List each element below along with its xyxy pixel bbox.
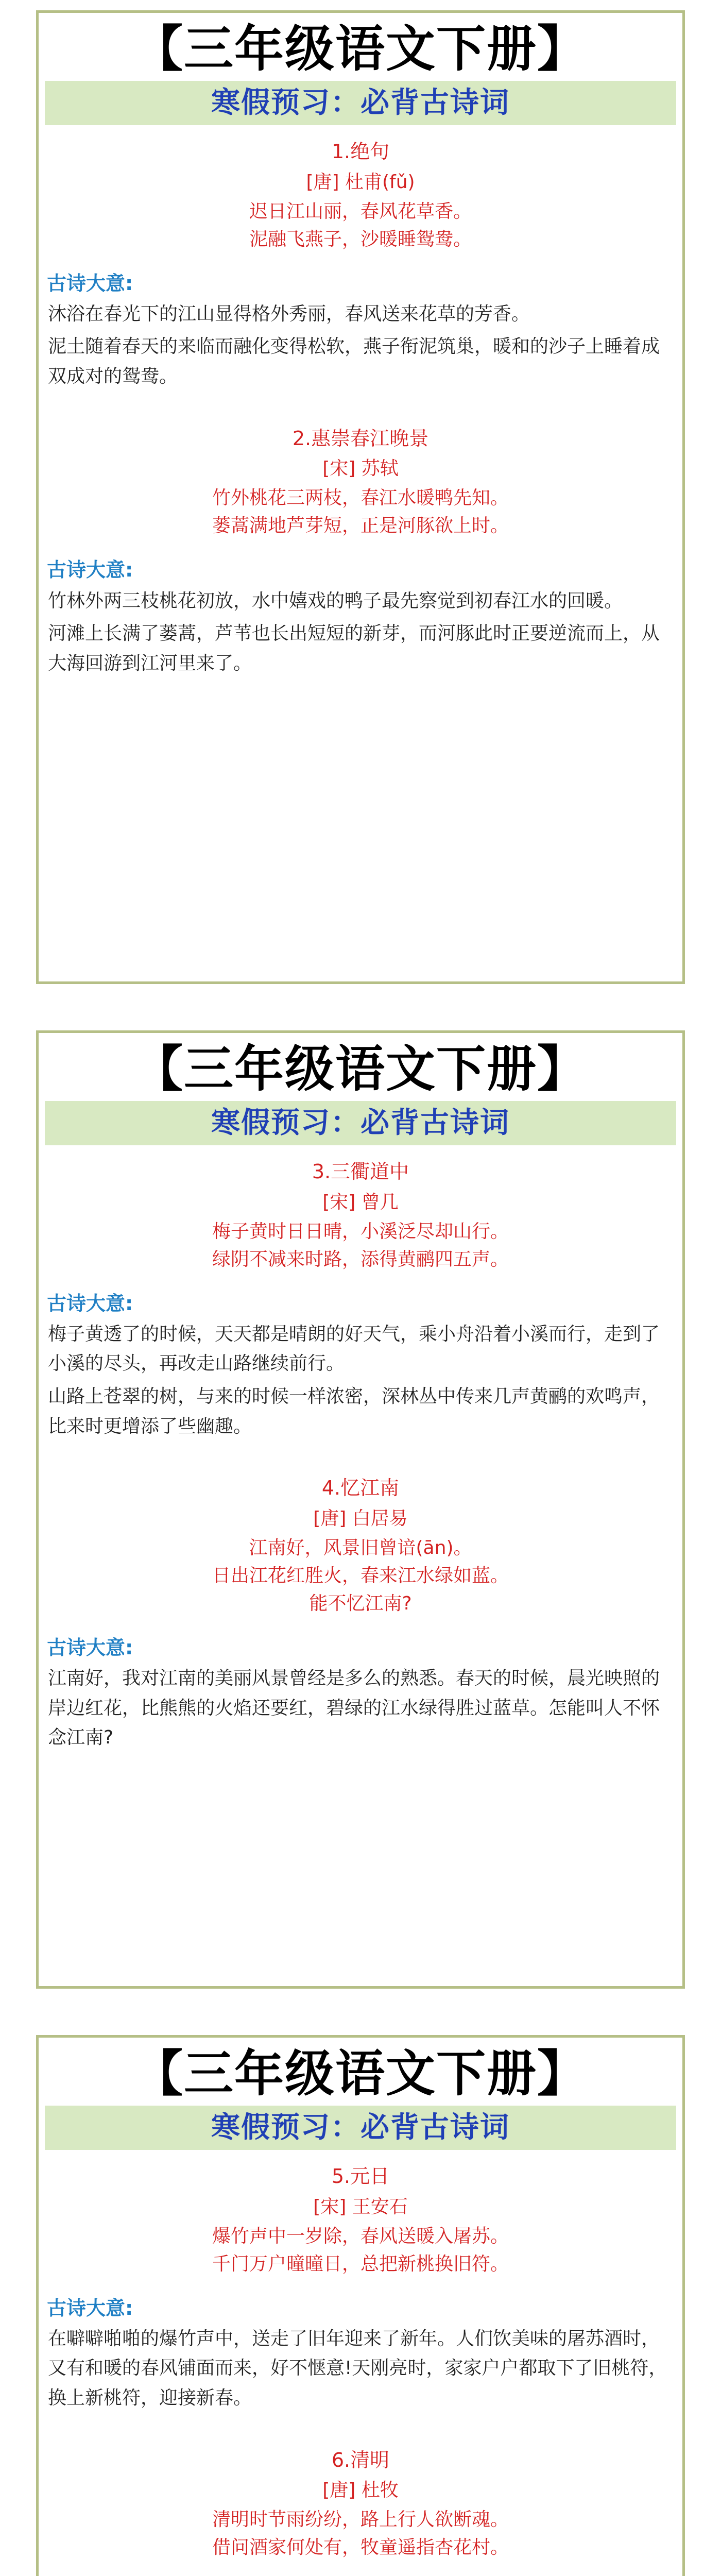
card-title: 【三年级语文下册】 xyxy=(133,20,588,78)
meaning-paragraph: 江南好，我对江南的美丽风景曾经是多么的熟悉。春天的时候，晨光映照的岸边红花，比熊熊的火焰还要红，碧绿的江水绿得胜过蓝草。怎能叫人不怀念江南? xyxy=(48,1668,660,1749)
poem-author: [唐] 白居易 xyxy=(313,1507,408,1529)
poem-author: [宋] 王安石 xyxy=(313,2196,408,2217)
poem-line: 绿阴不减来时路，添得黄鹂四五声。 xyxy=(212,1248,509,1270)
meaning-label: 古诗大意: xyxy=(47,272,133,295)
poem-line: 清明时节雨纷纷，路上行人欲断魂。 xyxy=(212,2509,509,2531)
poem-line: 泥融飞燕子，沙暖睡鸳鸯。 xyxy=(249,228,472,250)
poem-line: 借问酒家何处有，牧童遥指杏花村。 xyxy=(212,2537,509,2558)
poem-author: [宋] 苏轼 xyxy=(322,458,399,480)
meaning-label: 古诗大意: xyxy=(47,1636,133,1659)
card-2 xyxy=(36,1030,685,1989)
poem-line: 蒌蒿满地芦芽短，正是河豚欲上时。 xyxy=(212,515,509,537)
poem-author: [唐] 杜牧 xyxy=(322,2480,399,2501)
poem-title: 4.忆江南 xyxy=(321,1477,400,1500)
poem-title: 1.绝句 xyxy=(331,140,390,163)
poem-title: 2.惠崇春江晚景 xyxy=(292,427,429,450)
poem-author: [宋] 曾几 xyxy=(322,1191,399,1213)
meaning-paragraph: 梅子黄透了的时候，天天都是晴朗的好天气，乘小舟沿着小溪而行，走到了小溪的尽头，再改走山路继续前行。 xyxy=(48,1323,660,1375)
card-1 xyxy=(36,10,685,984)
meaning-paragraph: 竹林外两三枝桃花初放，水中嬉戏的鸭子最先察觉到初春江水的回暖。 xyxy=(48,590,623,612)
section-banner: 寒假预习：必背古诗词 xyxy=(45,2106,676,2150)
meaning-paragraph: 泥土随着春天的来临而融化变得松软，燕子衔泥筑巢，暖和的沙子上睡着成双成对的鸳鸯。 xyxy=(48,336,660,387)
card-3 xyxy=(36,2035,685,2576)
meaning-label: 古诗大意: xyxy=(47,2296,133,2319)
poem-title: 3.三衢道中 xyxy=(312,1160,409,1183)
meaning-label: 古诗大意: xyxy=(47,1292,133,1315)
poem-line: 爆竹声中一岁除，春风送暖入屠苏。 xyxy=(212,2225,509,2247)
poem-line: 竹外桃花三两枝，春江水暖鸭先知。 xyxy=(212,487,509,509)
card-title: 【三年级语文下册】 xyxy=(133,2045,588,2103)
poem-line: 江南好，风景旧曾谙(ān)。 xyxy=(249,1537,472,1558)
meaning-label: 古诗大意: xyxy=(47,558,133,582)
poem-line: 迟日江山丽，春风花草香。 xyxy=(249,200,472,222)
poem-line: 千门万户曈曈日，总把新桃换旧符。 xyxy=(212,2253,509,2275)
section-banner: 寒假预习：必背古诗词 xyxy=(45,1101,676,1145)
meaning-paragraph: 山路上苍翠的树，与来的时候一样浓密，深林丛中传来几声黄鹂的欢鸣声，比来时更增添了些幽趣。 xyxy=(48,1386,660,1437)
card-title: 【三年级语文下册】 xyxy=(133,1040,588,1098)
poem-line: 能不忆江南? xyxy=(309,1592,412,1614)
poem-title: 5.元日 xyxy=(331,2165,390,2188)
poem-title: 6.清明 xyxy=(331,2448,390,2471)
meaning-paragraph: 河滩上长满了蒌蒿，芦苇也长出短短的新芽，而河豚此时正要逆流而上，从大海回游到江河里来了。 xyxy=(48,623,660,674)
section-banner: 寒假预习：必背古诗词 xyxy=(45,81,676,125)
poem-line: 梅子黄时日日晴，小溪泛尽却山行。 xyxy=(212,1221,509,1242)
meaning-paragraph: 在噼噼啪啪的爆竹声中，送走了旧年迎来了新年。人们饮美味的屠苏酒时，又有和暖的春风铺面而来，好不惬意!天刚亮时，家家户户都取下了旧桃符，换上新桃符，迎接新春。 xyxy=(48,2328,667,2409)
poem-line: 日出江花红胜火，春来江水绿如蓝。 xyxy=(212,1565,509,1586)
meaning-paragraph: 沐浴在春光下的江山显得格外秀丽，春风送来花草的芳香。 xyxy=(48,303,530,325)
poem-author: [唐] 杜甫(fǔ) xyxy=(306,171,415,193)
